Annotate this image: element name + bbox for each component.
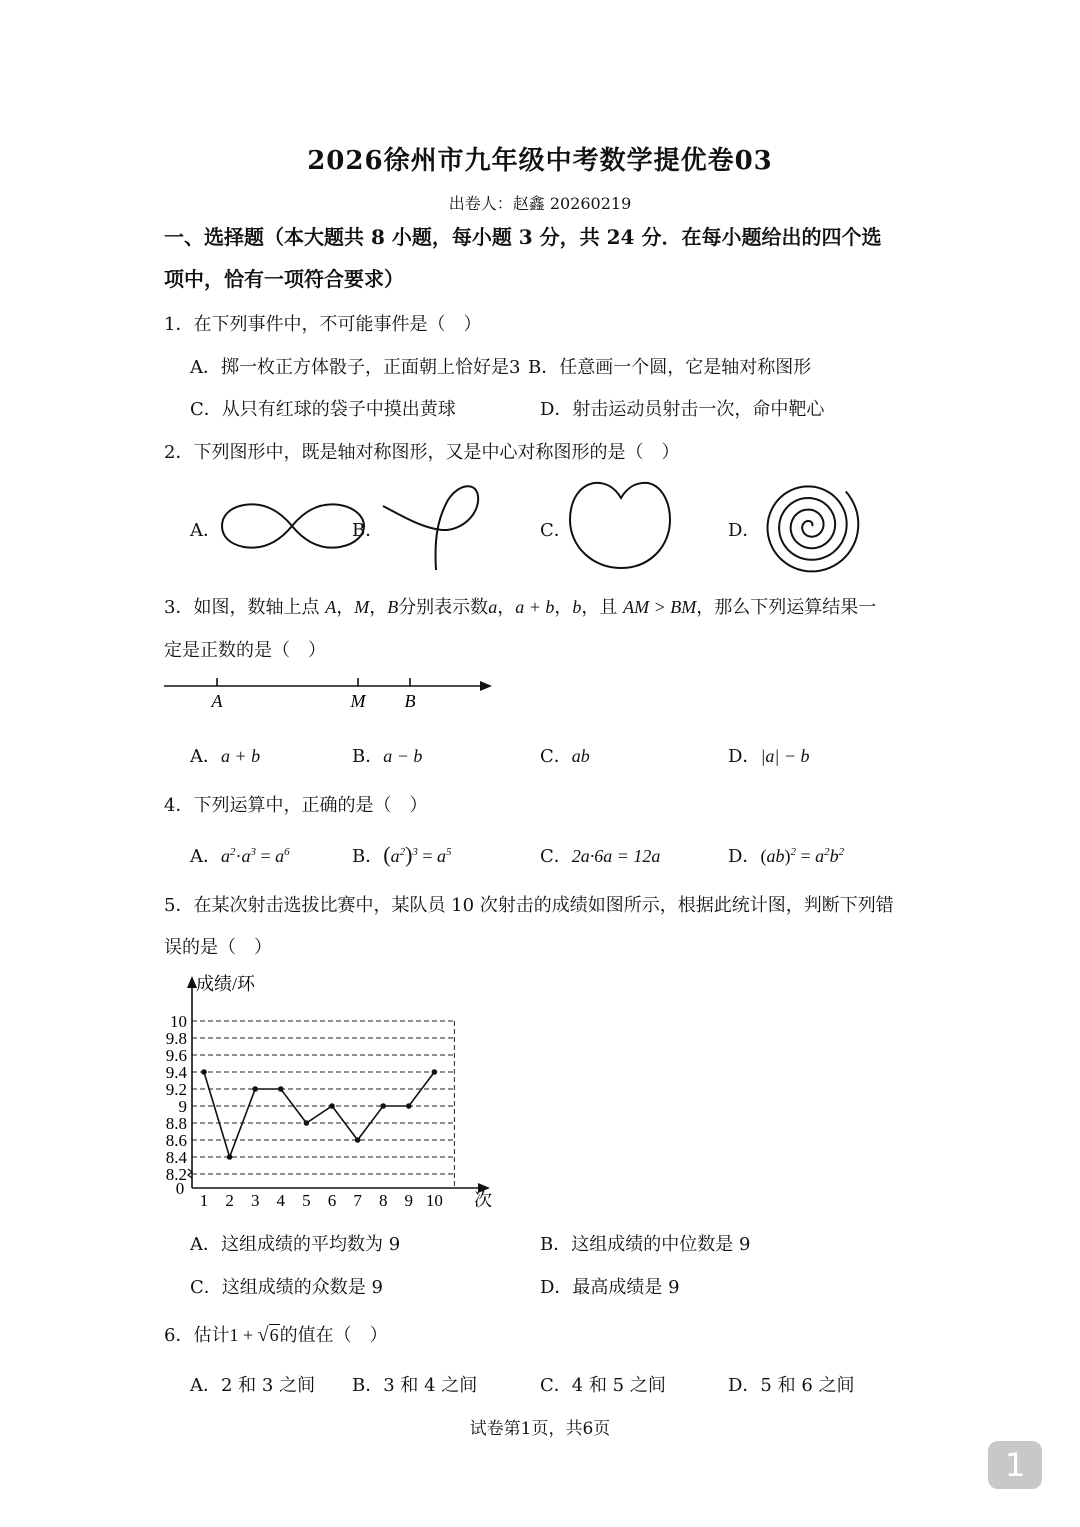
chart-origin: 0 [175, 1179, 185, 1198]
y-tick-label: 8.4 [165, 1148, 187, 1167]
q4-stem: 4．下列运算中，正确的是（ ） [164, 795, 428, 816]
data-point [355, 1137, 361, 1143]
page-footer: 试卷第1页，共6页 [469, 1419, 611, 1439]
q1-option-d: D．射击运动员射击一次，命中靶心 [540, 399, 825, 420]
y-tick-label: 8.2 [165, 1165, 187, 1184]
number-line [160, 672, 500, 716]
q2-option-b-label: B． [352, 520, 384, 541]
x-tick-label: 1 [199, 1191, 209, 1210]
x-tick-label: 8 [378, 1191, 388, 1210]
q2-option-d-label: D． [728, 520, 761, 541]
x-tick-label: 5 [302, 1191, 311, 1210]
lemniscate-figure [218, 496, 368, 556]
q5-option-a: A．这组成绩的平均数为 9 [190, 1234, 401, 1255]
axis-label-b: B [404, 691, 416, 711]
data-point [380, 1103, 386, 1109]
chart-ylabel: 成绩/环 [196, 974, 256, 994]
q3-option-b: B．a − b [352, 746, 423, 767]
q6-stem: 6．估计1 + √6的值在（ ） [164, 1324, 388, 1346]
x-tick-label: 6 [327, 1191, 337, 1210]
x-tick-label: 2 [225, 1191, 234, 1210]
q1-stem: 1．在下列事件中，不可能事件是（ ） [164, 314, 482, 335]
q3-option-c: C．ab [540, 746, 590, 767]
chart-xlabel: 次 [474, 1190, 492, 1210]
data-point [304, 1120, 310, 1126]
q2-option-a-label: A． [190, 520, 221, 541]
q3-option-a: A．a + b [190, 746, 261, 767]
data-point [432, 1069, 438, 1075]
data-point [252, 1086, 258, 1092]
data-point [201, 1069, 207, 1075]
y-tick-label: 9 [178, 1097, 187, 1116]
q5-option-c: C．这组成绩的众数是 9 [190, 1277, 383, 1298]
q1-option-b: B．任意画一个圆，它是轴对称图形 [528, 357, 812, 378]
y-tick-label: 8.6 [165, 1131, 187, 1150]
data-point [329, 1103, 335, 1109]
loop-curve-figure [380, 478, 490, 578]
q6-option-c: C．4 和 5 之间 [540, 1375, 666, 1396]
chart-grid [192, 1021, 454, 1188]
q3-option-d: D．|a| − b [728, 746, 810, 767]
y-tick-label: 9.6 [165, 1046, 187, 1065]
q3-stem-line2: 定是正数的是（ ） [164, 640, 326, 661]
score-line-chart [150, 966, 510, 1216]
page-number-badge[interactable]: 1 [988, 1441, 1042, 1489]
q2-stem: 2．下列图形中，既是轴对称图形，又是中心对称图形的是（ ） [164, 442, 680, 463]
x-tick-label: 3 [250, 1191, 260, 1210]
q5-option-b: B．这组成绩的中位数是 9 [540, 1234, 751, 1255]
y-tick-label: 8.8 [165, 1114, 187, 1133]
q6-option-d: D．5 和 6 之间 [728, 1375, 855, 1396]
q1-option-a: A．掷一枚正方体骰子，正面朝上恰好是3 [190, 357, 521, 378]
q5-stem-line2: 误的是（ ） [164, 937, 272, 958]
q5-option-d: D．最高成绩是 9 [540, 1277, 680, 1298]
q6-option-a: A．2 和 3 之间 [190, 1375, 316, 1396]
q4-option-c: C．2a·6a = 12a [540, 846, 661, 867]
y-tick-label: 9.4 [165, 1063, 187, 1082]
q3-stem-line1: 3．如图，数轴上点 A，M，B分别表示数a，a + b，b，且 AM > BM，那么下列运算结果一 [164, 597, 877, 618]
q5-stem-line1: 5．在某次射击选拔比赛中，某队员 10 次射击的成绩如图所示，根据此统计图，判断下列错 [164, 895, 894, 916]
data-point [278, 1086, 284, 1092]
section-heading-line1: 一、选择题（本大题共 8 小题，每小题 3 分，共 24 分．在每小题给出的四个选 [164, 225, 882, 249]
q2-option-c-label: C． [540, 520, 572, 541]
x-tick-label: 7 [353, 1191, 362, 1210]
data-point [227, 1154, 233, 1160]
q1-option-c: C．从只有红球的袋子中摸出黄球 [190, 399, 456, 420]
axis-label-a: A [211, 691, 223, 711]
q4-option-a: A．$a^2\cdot a^3 = a^6$ [190, 846, 290, 867]
spiral-figure [758, 474, 862, 578]
axis-label-m: M [350, 691, 366, 711]
x-tick-label: 4 [276, 1191, 286, 1210]
y-tick-label: 10 [170, 1012, 187, 1031]
x-tick-label: 9 [404, 1191, 414, 1210]
page-title: 2026徐州市九年级中考数学提优卷03 [307, 146, 773, 176]
section-heading-line2: 项中，恰有一项符合要求） [164, 267, 404, 291]
series-line [204, 1072, 434, 1157]
q4-option-d: D．$(ab)^2 = a^2b^2$ [728, 846, 845, 867]
data-point [406, 1103, 412, 1109]
q4-option-b: B．$(a^2)^3 = a^5$ [352, 842, 452, 867]
x-tick-label: 10 [425, 1191, 443, 1210]
cardioid-figure [566, 480, 676, 574]
y-tick-label: 9.8 [165, 1029, 187, 1048]
q6-option-b: B．3 和 4 之间 [352, 1375, 478, 1396]
y-tick-label: 9.2 [165, 1080, 187, 1099]
author-line: 出卷人：赵鑫 20260219 [448, 194, 632, 213]
